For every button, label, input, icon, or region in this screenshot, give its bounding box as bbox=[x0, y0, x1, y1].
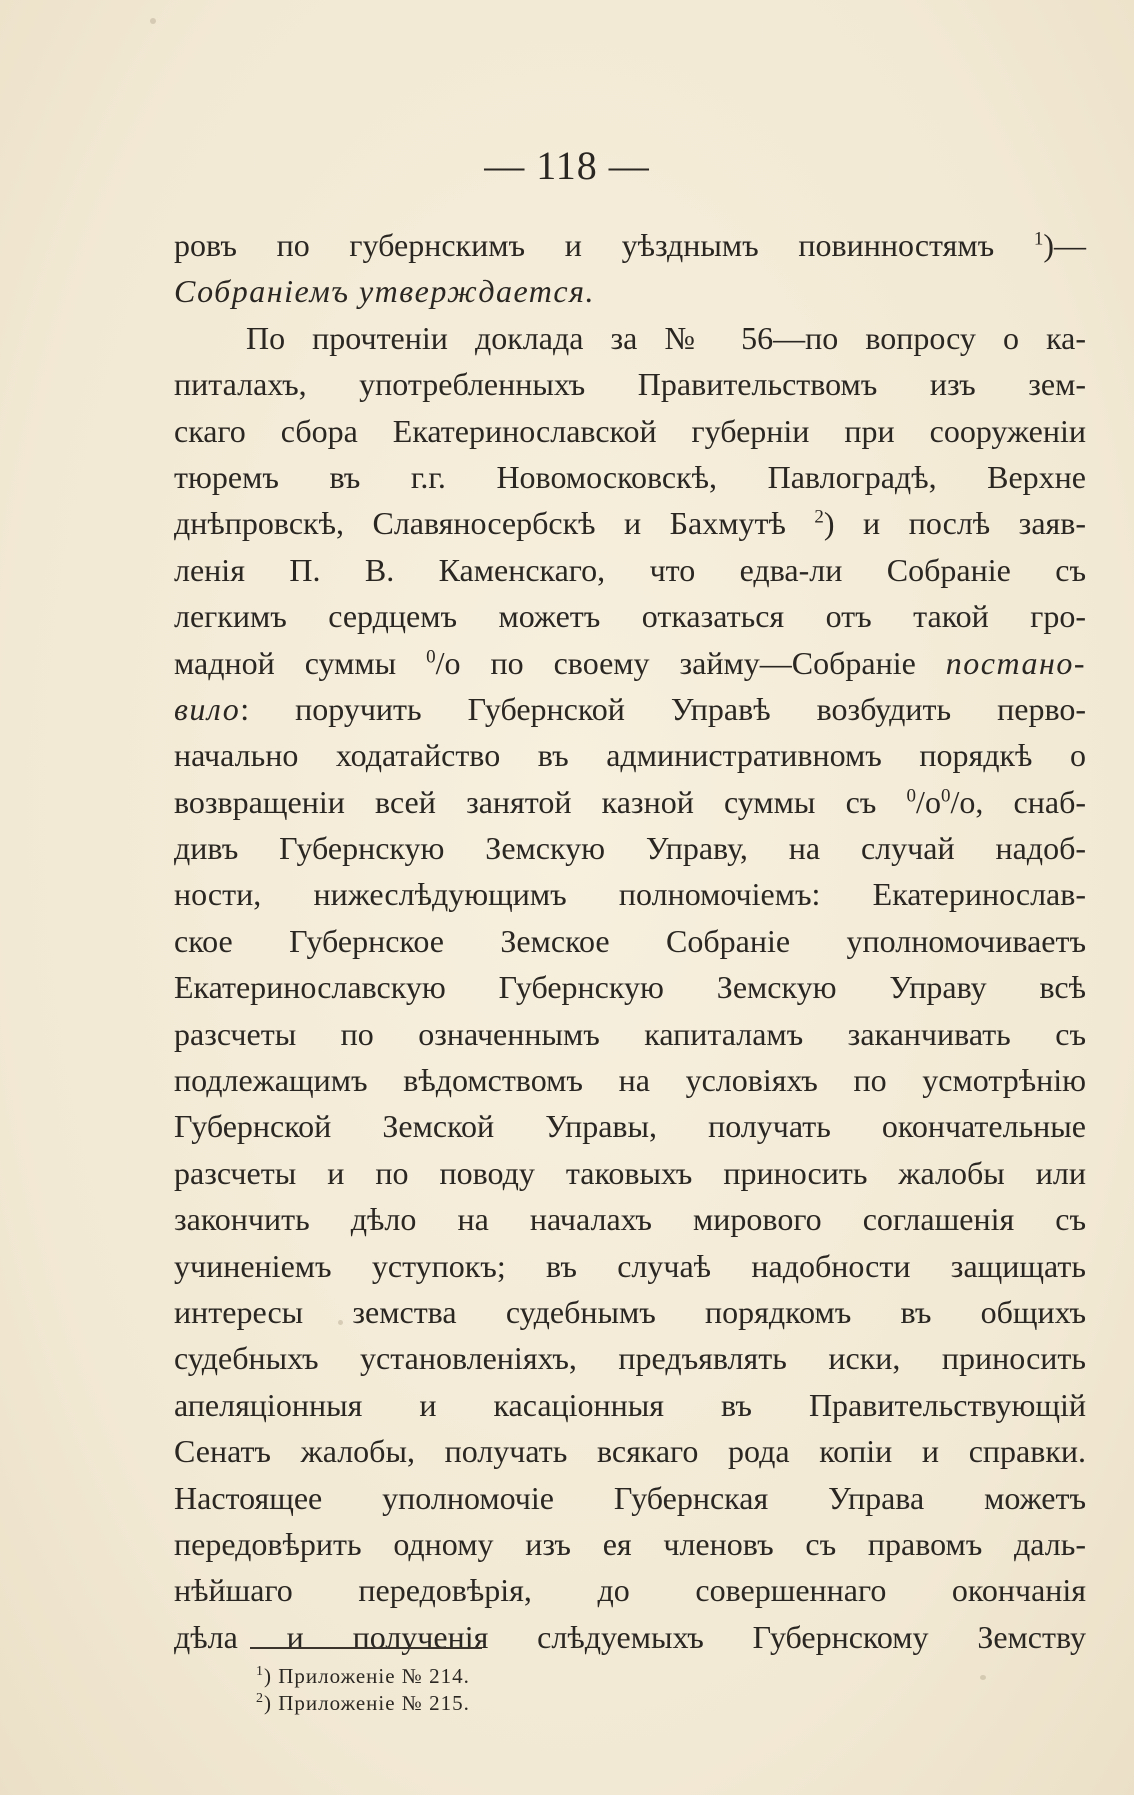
page-speck bbox=[150, 18, 156, 24]
text-line: разсчеты по означеннымъ капиталамъ заканчивать съ bbox=[174, 1015, 1086, 1052]
text-line: вило: поручить Губернской Управѣ возбудить перво- bbox=[174, 690, 1086, 727]
text-line: питалахъ, употребленныхъ Правительствомъ изъ зем- bbox=[174, 366, 1086, 403]
page-speck bbox=[980, 1675, 986, 1680]
text-line: разсчеты и по поводу таковыхъ приносить жалобы или bbox=[174, 1154, 1086, 1191]
text-line: дѣла и полученія слѣдуемыхъ Губернскому Земству bbox=[174, 1618, 1086, 1655]
text-line: ровъ по губернскимъ и уѣзднымъ повинностямъ $^1$)— bbox=[174, 227, 1086, 263]
text-line: ленія П. В. Каменскаго, что едва-ли Собраніе съ bbox=[174, 551, 1086, 588]
text-line: подлежащимъ вѣдомствомъ на условіяхъ по усмотрѣнію bbox=[174, 1062, 1086, 1099]
text-line: Губернской Земской Управы, получать окончательные bbox=[174, 1108, 1086, 1145]
text-line: нѣйшаго передовѣрія, до совершеннаго окончанія bbox=[174, 1572, 1086, 1609]
text-line: интересы земства судебнымъ порядкомъ въ общихъ bbox=[174, 1293, 1086, 1330]
text-line: начально ходатайство въ административномъ порядкѣ о bbox=[174, 737, 1086, 774]
text-line: судебныхъ установленіяхъ, предъявлять иски, приносить bbox=[174, 1340, 1086, 1377]
body-text bbox=[174, 222, 1086, 1660]
text-line: апеляціонныя и касаціонныя въ Правительствующій bbox=[174, 1386, 1086, 1423]
text-line: дивъ Губернскую Земскую Управу, на случай надоб- bbox=[174, 830, 1086, 867]
text-line: Екатеринославскую Губернскую Земскую Управу всѣ bbox=[174, 969, 1086, 1006]
footnote: $^1$) Приложеніе № 214. bbox=[256, 1664, 470, 1688]
text-line: учиненіемъ уступокъ; въ случаѣ надобности защищать bbox=[174, 1247, 1086, 1284]
text-line: Собраніемъ утверждается. bbox=[174, 273, 595, 310]
footnote: $^2$) Приложеніе № 215. bbox=[256, 1691, 470, 1715]
text-line: Сенатъ жалобы, получать всякаго рода копіи и справки. bbox=[174, 1433, 1086, 1470]
text-line: возвращеніи всей занятой казной суммы съ $^0/о^0/о$, снаб- bbox=[174, 783, 1087, 820]
text-line: передовѣрить одному изъ ея членовъ съ правомъ даль- bbox=[174, 1525, 1086, 1562]
footnotes bbox=[256, 1663, 470, 1717]
paragraph-first-line: По прочтеніи доклада за № 56—по вопросу о ка- bbox=[246, 319, 1086, 356]
text-line: днѣпровскѣ, Славяносербскѣ и Бахмутѣ $^2$) и послѣ заяв- bbox=[174, 505, 1086, 542]
page-number: — 118 — bbox=[484, 143, 650, 188]
text-line: Настоящее уполномочіе Губернская Управа можетъ bbox=[174, 1479, 1086, 1516]
text-line: скаго сбора Екатеринославской губерніи при сооруженіи bbox=[174, 412, 1086, 449]
text-line: мадной суммы $^0$/о по своему займу—Собраніе постано- bbox=[174, 644, 1087, 681]
text-line: легкимъ сердцемъ можетъ отказаться отъ такой гро- bbox=[174, 598, 1086, 635]
text-line: тюремъ въ г.г. Новомосковскѣ, Павлоградѣ, Верхне bbox=[174, 458, 1086, 495]
footnote-divider bbox=[250, 1647, 482, 1649]
text-line: ское Губернское Земское Собраніе уполномочиваетъ bbox=[174, 922, 1086, 959]
text-line: закончить дѣло на началахъ мирового соглашенія съ bbox=[174, 1201, 1086, 1238]
text-line: ности, нижеслѣдующимъ полномочіемъ: Екатеринослав- bbox=[174, 876, 1086, 913]
